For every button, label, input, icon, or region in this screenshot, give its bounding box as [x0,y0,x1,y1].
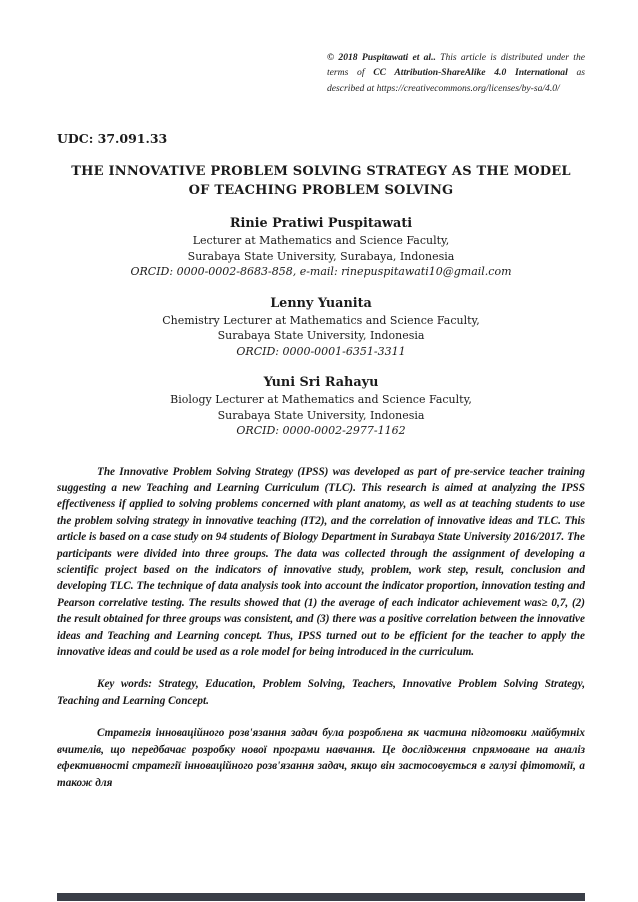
paper-title [57,163,585,200]
author-block-2 [57,295,585,360]
license-url-link[interactable]: https://creativecommons.org/licenses/by-sa/4.0/ [376,82,560,94]
license-notice [327,50,585,97]
udc-code: UDC: 37.091.33 [57,131,168,147]
abstract-ukrainian: Стратегія інноваційного розв'язання задач була розроблена як частина підготовки майбутніх вчителів, що передбачає розробку нової програми навчання. Це дослідження спрямоване на аналіз ефективності стратегії інноваційного розв'язання задач, якщо він застосовується в галузі фітотомії, а також для [57,727,585,789]
author-orcid-line: ORCID: 0000-0002-8683-858, e-mail: rinepuspitawati10@gmail.com [130,265,512,279]
author-name: Yuni Sri Rahayu [263,375,379,391]
author-orcid-line: ORCID: 0000-0002-2977-1162 [236,424,406,438]
author-block-3 [57,374,585,439]
paper-title-line-1: THE INNOVATIVE PROBLEM SOLVING STRATEGY AS THE MODEL [71,164,571,180]
paper-title-line-2: OF TEACHING PROBLEM SOLVING [188,182,454,198]
author-affiliation-line-1: Biology Lecturer at Mathematics and Science Faculty, [170,393,472,407]
license-text-2: as described at [327,67,585,94]
license-text-1: This article is distributed under the terms of [327,51,585,79]
author-name: Rinie Pratiwi Puspitawati [229,216,413,232]
keywords-paragraph: Key words: Strategy, Education, Problem Solving, Teachers, Innovative Problem Solving Strategy, Teaching and Learning Concept. [57,678,585,707]
author-affiliation-line-1: Chemistry Lecturer at Mathematics and Science Faculty, [162,313,480,327]
author-affiliation-line-1: Lecturer at Mathematics and Science Faculty, [192,234,450,248]
bottom-dark-band [57,893,585,901]
license-name: CC Attribution-ShareAlike 4.0 International [373,67,568,79]
license-copyright: © 2018 Puspitawati et al.. [327,51,436,63]
author-affiliation-line-2: Surabaya State University, Indonesia [217,329,425,343]
abstract-english: The Innovative Problem Solving Strategy (IPSS) was developed as part of pre-service teacher training suggesting a new Teaching and Learning Curriculum (TLC). This research is aimed at analyzing the IPSS effectiveness if applied to solving problems concerned with plant anatomy, as well as at teaching students to use the problem solving strategy in innovative teaching (IT2), and the correlation of innovative ideas and TLC. This article is based on a case study on 94 students of Biology Department in Surabaya State University 2016/2017. The participants were divided into three groups. The data was collected through the assignment of developing a scientific project based on the indicators of innovative study, problem, work step, result, conclusion and developing TLC. The technique of data analysis took into account the indicator proportion, innovation testing and Pearson correlative testing. The results showed that (1) the average of each indicator achievement was≥ 0,7, (2) the result obtained for three groups was consistent, and (3) there was a positive correlation between the innovative ideas and Teaching and Learning concept. Thus, IPSS turned out to be efficient for the teacher to apply the innovative ideas and could be used as a role model for being introduced in the curriculum. [57,465,585,659]
author-affiliation-line-2: Surabaya State University, Surabaya, Indonesia [187,249,455,263]
author-block-1 [57,215,585,280]
author-name: Lenny Yuanita [270,295,372,311]
author-affiliation-line-2: Surabaya State University, Indonesia [217,408,425,422]
author-orcid-line: ORCID: 0000-0001-6351-3311 [236,344,406,358]
